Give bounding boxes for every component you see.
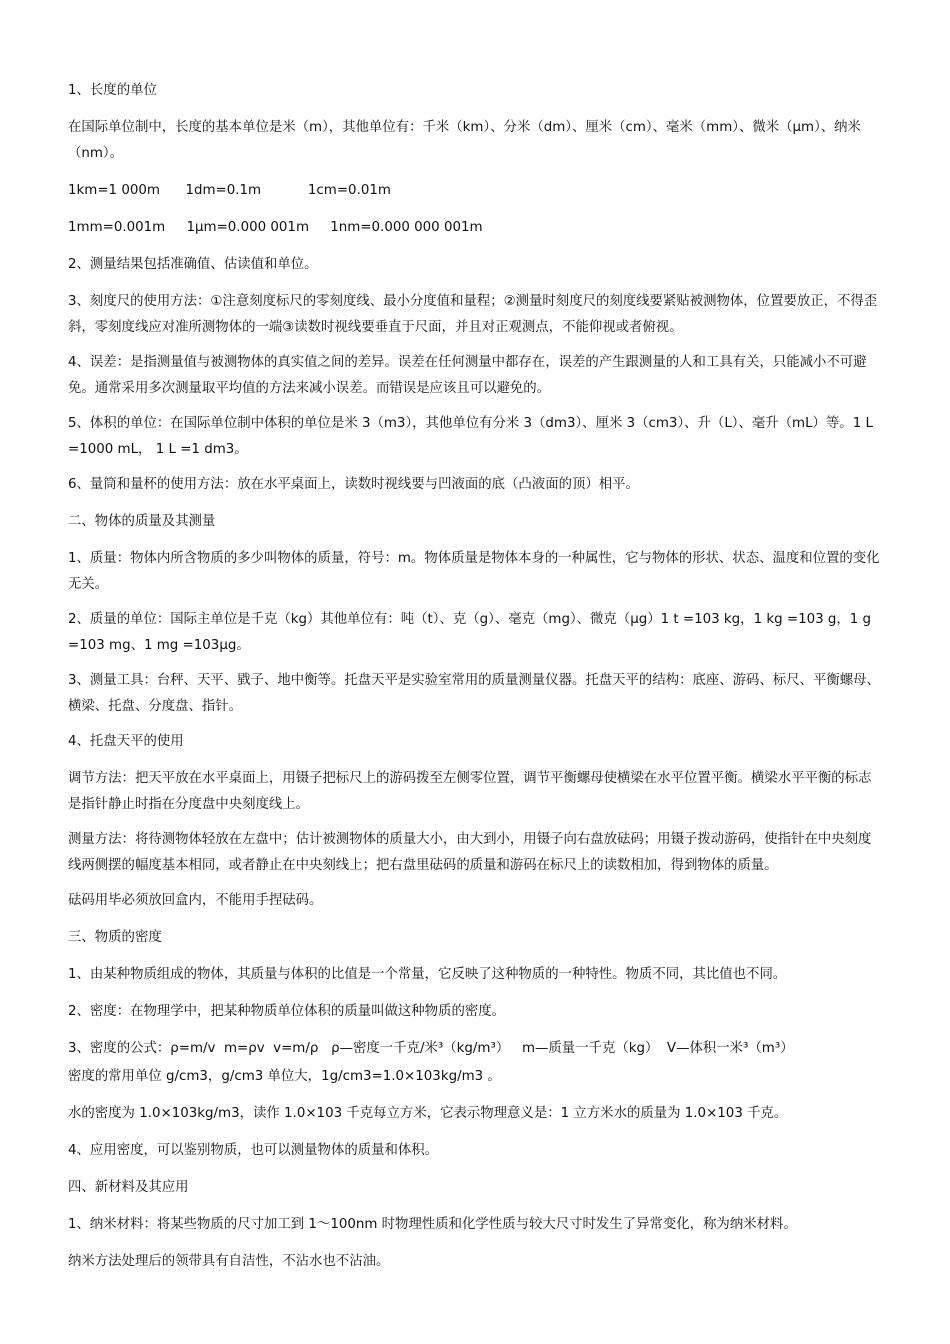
- paragraph-cylinder-usage: 6、量筒和量杯的使用方法：放在水平桌面上，读数时视线要与凹液面的底（凸液面的顶）相平。: [68, 477, 639, 492]
- heading-mass-measurement: 二、物体的质量及其测量: [68, 514, 216, 529]
- paragraph-measuring-tools: 3、测量工具：台秤、天平、戥子、地中衡等。托盘天平是实验室常用的质量测量仪器。托盘天平的结构：底座、游码、标尺、平衡螺母、横梁、托盘、分度盘、指针。: [68, 673, 880, 714]
- paragraph-density-units: 密度的常用单位 g/cm3，g/cm3 单位大，1g/cm3=1.0×103kg/m3 。: [68, 1069, 501, 1084]
- heading-new-materials: 四、新材料及其应用: [68, 1180, 189, 1195]
- paragraph-mass-volume-ratio: 1、由某种物质组成的物体，其质量与体积的比值是一个常量，它反映了这种物质的一种特性。物质不同，其比值也不同。: [68, 967, 787, 982]
- paragraph-water-density: 水的密度为 1.0×103kg/m3，读作 1.0×103 千克每立方米，它表示物理意义是：1 立方米水的质量为 1.0×103 千克。: [68, 1106, 788, 1121]
- paragraph-mass-units: 2、质量的单位：国际主单位是千克（kg）其他单位有：吨（t）、克（g）、毫克（mg）、微克（μg）1 t =103 kg，1 kg =103 g，1 g =103 mg、1 mg =103μg。: [68, 612, 872, 653]
- paragraph-ruler-usage: 3、刻度尺的使用方法：①注意刻度标尺的零刻度线、最小分度值和量程；②测量时刻度尺的刻度线要紧贴被测物体，位置要放正，不得歪斜，零刻度线应对准所测物体的一端③读数时视线要垂直于尺面，并且对正观测点，不能仰视或者俯视。: [68, 294, 878, 335]
- paragraph-conversions-1: 1km=1 000m 1dm=0.1m 1cm=0.01m: [68, 183, 391, 198]
- heading-density: 三、物质的密度: [68, 930, 162, 945]
- paragraph-mass: 1、质量：物体内所含物质的多少叫物体的质量，符号：m。物体质量是物体本身的一种属性，它与物体的形状、状态、温度和位置的变化无关。: [68, 551, 880, 592]
- paragraph-adjust-method: 调节方法：把天平放在水平桌面上，用镊子把标尺上的游码拨至左侧零位置，调节平衡螺母使横梁在水平位置平衡。横梁水平平衡的标志是指针静止时指在分度盘中央刻度线上。: [68, 771, 872, 812]
- paragraph-volume-unit: 5、体积的单位：在国际单位制中体积的单位是米 3（m3），其他单位有分米 3（dm3）、厘米 3（cm3）、升（L）、毫升（mL）等。1 L =1000 mL， 1 L =1 dm3。: [68, 416, 873, 457]
- paragraph-conversions-2: 1mm=0.001m 1μm=0.000 001m 1nm=0.000 000 001m: [68, 220, 483, 235]
- paragraph-si-length: 在国际单位制中，长度的基本单位是米（m），其他单位有：千米（km）、分米（dm）、厘米（cm）、毫米（mm）、微米（μm）、纳米（nm）。: [68, 120, 861, 161]
- paragraph-error: 4、误差：是指测量值与被测物体的真实值之间的差异。误差在任何测量中都存在，误差的产生跟测量的人和工具有关，只能减小不可避免。通常采用多次测量取平均值的方法来减小误差。而错误是应该且可以避免的。: [68, 355, 867, 396]
- paragraph-density-formula: 3、密度的公式：ρ=m/v m=ρv v=m/ρ ρ—密度一千克/米³（kg/m³） m—质量一千克（kg） V—体积一米³（m³）: [68, 1041, 794, 1056]
- paragraph-measurement-result: 2、测量结果包括准确值、估读值和单位。: [68, 257, 318, 272]
- paragraph-nano-material: 1、纳米材料：将某些物质的尺寸加工到 1～100nm 时物理性质和化学性质与较大尺寸时发生了异常变化，称为纳米材料。: [68, 1217, 797, 1232]
- paragraph-density-definition: 2、密度：在物理学中，把某种物质单位体积的质量叫做这种物质的密度。: [68, 1004, 506, 1019]
- paragraph-measure-method: 测量方法：将待测物体轻放在左盘中；估计被测物体的质量大小，由大到小，用镊子向右盘放砝码；用镊子拨动游码，使指针在中央刻度线两侧摆的幅度基本相同，或者静止在中央刻线上；把右盘里砝码的质量和游码在标尺上的读数相加，得到物体的质量。: [68, 832, 872, 873]
- heading-balance-usage: 4、托盘天平的使用: [68, 734, 184, 749]
- paragraph-density-application: 4、应用密度，可以鉴别物质，也可以测量物体的质量和体积。: [68, 1143, 439, 1158]
- heading-length-unit: 1、长度的单位: [68, 83, 157, 98]
- paragraph-nano-tie: 纳米方法处理后的领带具有自洁性，不沾水也不沾油。: [68, 1254, 390, 1269]
- paragraph-weights-note: 砝码用毕必须放回盒内，不能用手捏砝码。: [68, 893, 323, 908]
